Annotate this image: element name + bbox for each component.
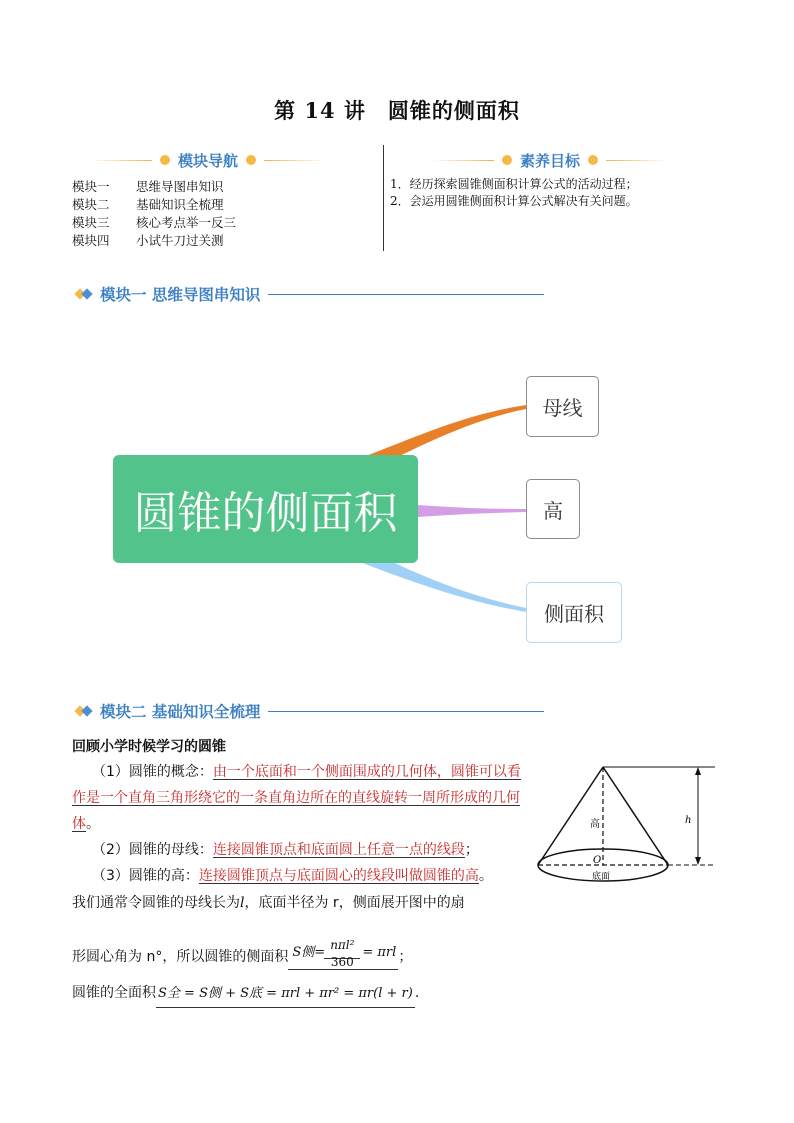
label-base: 底面	[592, 872, 611, 882]
module-nav-list	[72, 178, 236, 250]
mindmap-leaf-height[interactable]: 高	[526, 479, 580, 539]
dot-icon	[502, 155, 512, 165]
module-nav-heading: 模块导航	[178, 151, 239, 170]
cone-diagram	[530, 755, 730, 895]
module1-heading: 模块一 思维导图串知识	[100, 286, 261, 304]
label-center: O	[593, 855, 602, 866]
divider	[383, 145, 384, 251]
answer-concept: 由一个底面和一个侧面围成的几何体，圆锥可以看作是一个直角三角形绕它的一条直角边所在的直线旋转一周所形成的几何体	[72, 764, 521, 832]
label-height: 高	[590, 819, 600, 830]
dot-icon	[246, 155, 256, 165]
module2-heading: 模块二 基础知识全梳理	[100, 703, 261, 721]
diamond-icon	[76, 288, 94, 300]
branch-line-3	[360, 555, 526, 612]
module-nav-header	[90, 148, 326, 172]
module2-header	[76, 700, 544, 722]
module1-header	[76, 283, 544, 305]
divider	[268, 294, 544, 295]
goals-header	[432, 148, 668, 172]
list-item[interactable]: 模块四 小试牛刀过关测	[72, 233, 224, 248]
goal-item: 2．会运用圆锥侧面积计算公式解决有关问题。	[390, 194, 638, 208]
list-item[interactable]: 模块二 基础知识全梳理	[72, 197, 224, 212]
goal-item: 1．经历探索圆锥侧面积计算公式的活动过程；	[390, 177, 638, 191]
paragraph-height: （3）圆锥的高：连接圆锥顶点与底面圆心的线段叫做圆锥的高。	[92, 868, 493, 884]
formula-total-area: S全 = S侧 + S底 = πrl + πr² = πr(l + r)	[156, 981, 415, 1008]
branch-line-2	[418, 505, 526, 517]
list-item[interactable]: 模块三 核心考点举一反三	[72, 215, 237, 230]
mindmap-leaf-generatrix[interactable]: 母线	[526, 376, 599, 437]
divider	[268, 711, 544, 712]
formula-lateral-area: S侧= nπl² 360 = πrl	[288, 934, 398, 970]
mindmap-leaf-lateral-area[interactable]: 侧面积	[526, 582, 622, 643]
list-item[interactable]: 模块一 思维导图串知识	[72, 179, 224, 194]
goals-heading: 素养目标	[520, 151, 581, 170]
label-h: h	[685, 815, 692, 826]
answer-height: 连接圆锥顶点与底面圆心的线段叫做圆锥的高	[198, 868, 479, 884]
paragraph-generatrix: （2）圆锥的母线：连接圆锥顶点和底面圆上任意一点的线段；	[92, 842, 479, 858]
paragraph-concept: （1）圆锥的概念：由一个底面和一个侧面围成的几何体，圆锥可以看作是一个直角三角形绕它的一条直角边所在的直线旋转一周所形成的几何体。	[72, 764, 521, 832]
section-subheading: 回顾小学时候学习的圆锥	[72, 739, 226, 755]
mindmap-root[interactable]: 圆锥的侧面积	[113, 455, 418, 563]
answer-generatrix: 连接圆锥顶点和底面圆上任意一点的线段	[212, 842, 465, 858]
page-title: 第 14 讲 圆锥的侧面积	[274, 98, 520, 123]
goals-list	[390, 176, 638, 210]
dot-icon	[588, 155, 598, 165]
paragraph-lateral-area: 形圆心角为 n°，所以圆锥的侧面积 S侧= nπl² 360 = πrl ；	[72, 930, 527, 970]
paragraph-notation: 我们通常令圆锥的母线长为l，底面半径为 r，侧面展开图中的扇	[72, 895, 465, 911]
paragraph-total-area: 圆锥的全面积 S全 = S侧 + S底 = πrl + πr² = πr(l + r) .	[72, 980, 527, 1008]
dot-icon	[160, 155, 170, 165]
diamond-icon	[76, 705, 94, 717]
